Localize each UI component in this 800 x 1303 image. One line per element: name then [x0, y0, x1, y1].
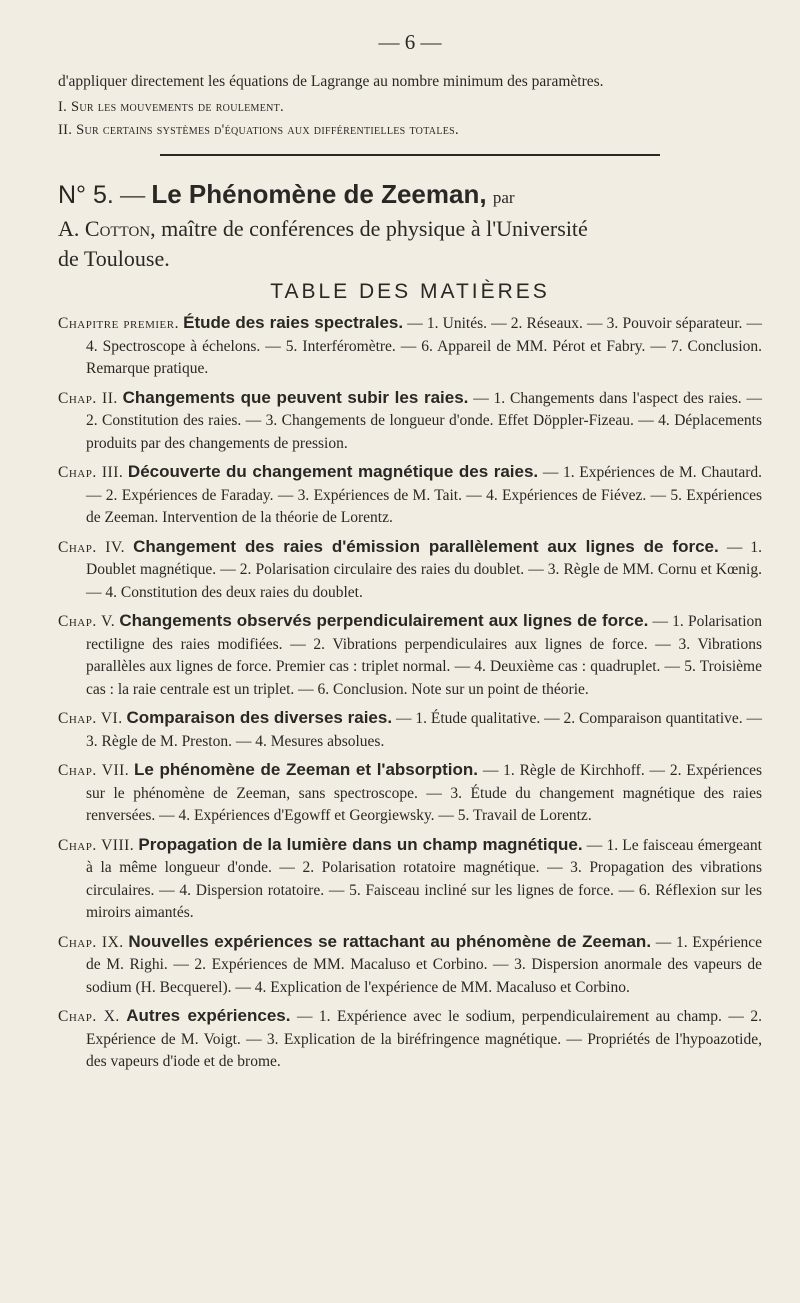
chapter-label: Chap. V.: [58, 613, 116, 630]
entry-heading: [58, 178, 762, 214]
chapter-body: — 1. Expérience de M. Righi. — 2. Expériences de MM. Macaluso et Corbino. — 3. Dispersion anormale des vapeurs de sodium (H. Becquerel). — 4. Explication de l'expérience de MM. Macaluso et Corbino.: [86, 933, 763, 996]
author-affiliation: maître de conférences de physique à l'Université: [161, 216, 588, 241]
chapter-body: — 1. Unités. — 2. Réseaux. — 3. Pouvoir séparateur. — 4. Spectroscope à échelons. — 5. Interféromètre. — 6. Appareil de MM. Pérot et Fabry. — 7. Conclusion. Remarque pratique.: [86, 315, 763, 377]
chapter-label: Chap. III.: [58, 464, 124, 481]
chapter-title: Changements que peuvent subir les raies.: [122, 387, 469, 407]
chapter-title: Nouvelles expériences se rattachant au phénomène de Zeeman.: [128, 931, 652, 951]
chapter-title: Changement des raies d'émission parallèlement aux lignes de force.: [133, 536, 719, 556]
chapter-title: Autres expériences.: [126, 1006, 291, 1025]
toc-chapter: [58, 931, 762, 1000]
toc-chapter: [58, 312, 762, 381]
toc-chapter: [58, 610, 762, 701]
chapter-body: — 1. Le faisceau émergeant à la même longueur d'onde. — 2. Polarisation rotatoire magnétique. — 3. Propagation des vibrations circulaires. — 4. Dispersion rotatoire. — 5. Faisceau incliné sur les lignes de force. — 6. Réflexion sur les miroirs aimantés.: [86, 836, 762, 921]
previous-entry-item: I. Sur les mouvements de roulement.: [58, 99, 284, 115]
previous-entry-text: d'appliquer directement les équations de Lagrange au nombre minimum des paramètres.: [58, 73, 604, 90]
toc-chapter: [58, 834, 762, 925]
toc-chapter: [58, 461, 762, 530]
author-line: [58, 214, 762, 244]
entry-title: Le Phénomène de Zeeman,: [151, 179, 487, 209]
entry-dash: —: [120, 182, 146, 209]
toc-chapter: [58, 707, 762, 753]
chapter-title: Comparaison des diverses raies.: [126, 708, 393, 727]
page-number: — 6 —: [378, 30, 442, 54]
author-city: de Toulouse.: [58, 246, 170, 271]
toc-chapter: [58, 387, 762, 456]
toc-title: TABLE DES MATIÈRES: [270, 280, 550, 303]
entry-par: par: [492, 188, 515, 207]
entry-number: N° 5.: [58, 181, 114, 209]
chapter-label: Chap. VII.: [58, 762, 130, 779]
chapter-body: — 1. Étude qualitative. — 2. Comparaison quantitative. — 3. Règle de M. Preston. — 4. Mesures absolues.: [86, 710, 763, 750]
chapter-title: Propagation de la lumière dans un champ magnétique.: [138, 834, 583, 854]
section-divider: [160, 154, 660, 156]
chapter-body: — 1. Expérience avec le sodium, perpendiculairement au champ. — 2. Expérience de M. Voigt. — 3. Explication de la biréfringence magnétique. — Propriétés de l'hypoazotide, des vapeurs d'iode et de brome.: [86, 1008, 763, 1070]
chapter-title: Étude des raies spectrales.: [183, 313, 404, 332]
chapter-label: Chap. IX.: [58, 933, 124, 951]
chapter-label: Chap. II.: [58, 389, 118, 407]
toc-chapter: [58, 1005, 762, 1074]
table-of-contents: [58, 312, 762, 1074]
author-name: Cotton,: [84, 216, 156, 241]
chapter-title: Découverte du changement magnétique des raies.: [127, 462, 539, 481]
chapter-label: Chap. IV.: [58, 538, 126, 556]
toc-chapter: [58, 759, 762, 828]
author-initial: A.: [58, 216, 80, 241]
chapter-body: — 1. Doublet magnétique. — 2. Polarisation circulaire des raies du doublet. — 3. Règle de MM. Cornu et Kœnig. — 4. Constitution des deux raies du doublet.: [86, 538, 763, 601]
previous-entry-list: [58, 96, 762, 142]
chapter-body: — 1. Règle de Kirchhoff. — 2. Expériences sur le phénomène de Zeeman, sans spectroscope. — 3. Étude du changement magnétique des raies renversées. — 4. Expériences d'Egowff et Georgiewsky. — 5. Travail de Lorentz.: [86, 762, 762, 824]
chapter-label: Chap. VI.: [58, 710, 123, 727]
previous-entry-item: II. Sur certains systèmes d'équations aux différentielles totales.: [58, 122, 459, 138]
chapter-body: — 1. Changements dans l'aspect des raies. — 2. Constitution des raies. — 3. Changements de longueur d'onde. Effet Döppler-Fizeau. — 4. Déplacements produits par des changements de pression.: [86, 389, 763, 452]
chapter-title: Changements observés perpendiculairement aux lignes de force.: [119, 611, 649, 630]
chapter-body: — 1. Expériences de M. Chautard. — 2. Expériences de Faraday. — 3. Expériences de M. Tait. — 4. Expériences de Fiévez. — 5. Expériences de Zeeman. Intervention de la théorie de Lorentz.: [86, 464, 762, 526]
chapter-label: Chap. X.: [58, 1008, 120, 1025]
toc-chapter: [58, 536, 762, 605]
chapter-title: Le phénomène de Zeeman et l'absorption.: [133, 760, 479, 779]
chapter-body: — 1. Polarisation rectiligne des raies modifiées. — 2. Vibrations perpendiculaires aux lignes de force. — 3. Vibrations parallèles aux lignes de force. Premier cas : triplet normal. — 4. Deuxième cas : quadruplet. — 5. Troisième cas : la raie centrale est un triplet. — 6. Conclusion. Note sur un point de théorie.: [86, 613, 762, 698]
chapter-label: Chapitre premier.: [58, 315, 179, 332]
chapter-label: Chap. VIII.: [58, 836, 135, 854]
